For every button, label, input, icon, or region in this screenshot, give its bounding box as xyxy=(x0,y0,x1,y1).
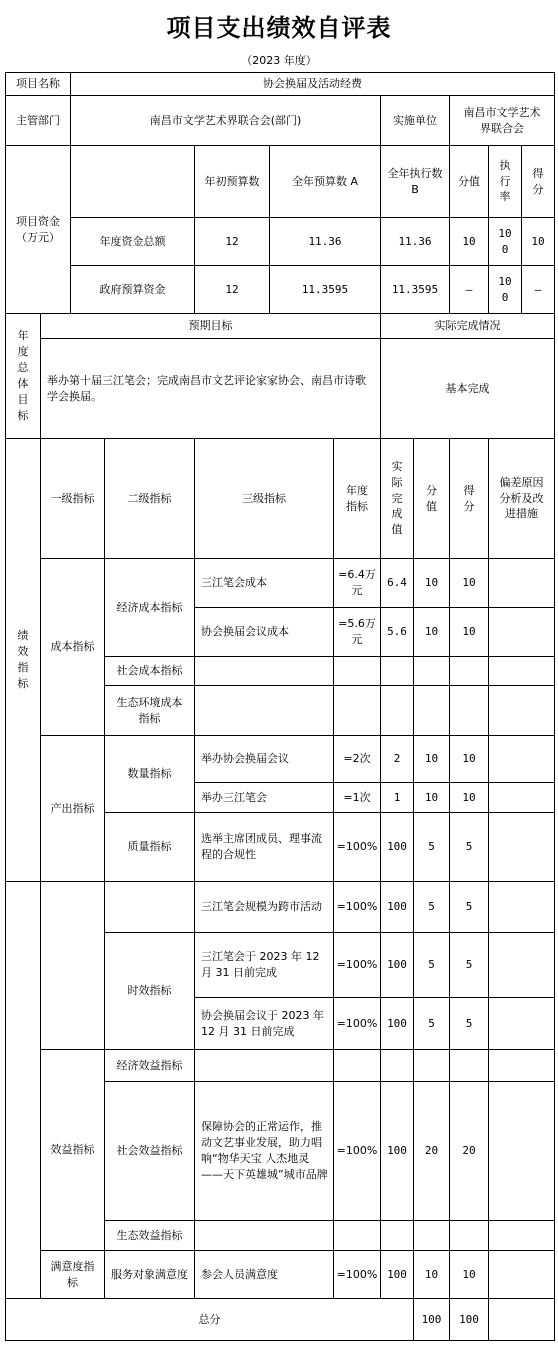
total-deviation xyxy=(488,1298,555,1341)
row-3-target: =1次 xyxy=(333,782,381,813)
page-title: 项目支出绩效自评表 xyxy=(166,13,392,42)
row-0-actual: 6.4 xyxy=(380,558,414,608)
funds-row-total-name: 年度资金总额 xyxy=(70,217,195,266)
econ-benefit-empty-1 xyxy=(194,1049,334,1082)
row-5-level3: 三江笔会规模为跨市活动 xyxy=(194,881,334,933)
level2-social-cost: 社会成本指标 xyxy=(104,656,195,686)
row-0-level3: 三江笔会成本 xyxy=(194,558,334,608)
row-9-level3: 参会人员满意度 xyxy=(194,1250,334,1299)
row-7-deviation xyxy=(488,997,555,1050)
row-2-level3: 举办协会换届会议 xyxy=(194,735,334,783)
funds-row-total-annual: 11.36 xyxy=(269,217,381,266)
header-deviation: 偏差原因分析及改进措施 xyxy=(488,438,555,559)
row-2-score-value: 10 xyxy=(413,735,450,783)
level1-benefit: 效益指标 xyxy=(40,1049,105,1251)
row-3-score-value: 10 xyxy=(413,782,450,813)
project-name-label: 项目名称 xyxy=(5,72,71,96)
row-9-target: =100% xyxy=(333,1250,381,1299)
level2-quantity: 数量指标 xyxy=(104,735,195,813)
row-6-score-value: 5 xyxy=(413,932,450,998)
funds-row-gov-annual: 11.3595 xyxy=(269,265,381,314)
level2-eco-benefit: 生态效益指标 xyxy=(104,1220,195,1251)
row-4-actual: 100 xyxy=(380,812,414,882)
row-9-deviation xyxy=(488,1250,555,1299)
funds-header-annual: 全年预算数 A xyxy=(269,145,381,218)
level2-quality-continued xyxy=(104,881,195,933)
year-note: （2023 年度） xyxy=(241,54,317,67)
level1-output-continued xyxy=(40,881,105,1050)
funds-label: 项目资金（万元） xyxy=(5,145,71,314)
row-7-actual: 100 xyxy=(380,997,414,1050)
eco-cost-empty-2 xyxy=(333,685,381,736)
row-1-deviation xyxy=(488,607,555,657)
row-8-score: 20 xyxy=(449,1081,489,1221)
total-score: 100 xyxy=(449,1298,489,1341)
funds-row-gov-executed: 11.3595 xyxy=(380,265,450,314)
header-score-value: 分值 xyxy=(413,438,450,559)
row-1-score-value: 10 xyxy=(413,607,450,657)
header-actual-value: 实际完成值 xyxy=(380,438,414,559)
econ-benefit-empty-2 xyxy=(333,1049,381,1082)
social-cost-empty-6 xyxy=(488,656,555,686)
row-5-deviation xyxy=(488,881,555,933)
row-3-level3: 举办三江笔会 xyxy=(194,782,334,813)
row-0-deviation xyxy=(488,558,555,608)
funds-header-blank xyxy=(70,145,195,218)
row-9-score: 10 xyxy=(449,1250,489,1299)
funds-row-total-score-value: 10 xyxy=(449,217,489,266)
funds-row-gov-initial: 12 xyxy=(194,265,270,314)
row-3-actual: 1 xyxy=(380,782,414,813)
funds-row-gov-name: 政府预算资金 xyxy=(70,265,195,314)
level2-economic-cost: 经济成本指标 xyxy=(104,558,195,657)
row-0-target: =6.4万元 xyxy=(333,558,381,608)
social-cost-empty-2 xyxy=(333,656,381,686)
row-8-target: =100% xyxy=(333,1081,381,1221)
row-6-score: 5 xyxy=(449,932,489,998)
header-annual-target: 年度指标 xyxy=(333,438,381,559)
row-2-score: 10 xyxy=(449,735,489,783)
funds-row-gov-exec-rate: 100 xyxy=(488,265,522,314)
row-3-score: 10 xyxy=(449,782,489,813)
funds-header-initial: 年初预算数 xyxy=(194,145,270,218)
goals-expected-header: 预期目标 xyxy=(40,313,381,339)
row-6-level3: 三江笔会于 2023 年 12 月 31 日前完成 xyxy=(194,932,334,998)
row-5-actual: 100 xyxy=(380,881,414,933)
header-score: 得分 xyxy=(449,438,489,559)
row-2-deviation xyxy=(488,735,555,783)
row-1-level3: 协会换届会议成本 xyxy=(194,607,334,657)
row-2-target: =2次 xyxy=(333,735,381,783)
row-4-target: =100% xyxy=(333,812,381,882)
eco-benefit-empty-4 xyxy=(413,1220,450,1251)
econ-benefit-empty-6 xyxy=(488,1049,555,1082)
level2-timeliness: 时效指标 xyxy=(104,932,195,1050)
social-cost-empty-1 xyxy=(194,656,334,686)
social-cost-empty-3 xyxy=(380,656,414,686)
row-1-score: 10 xyxy=(449,607,489,657)
row-8-level3: 保障协会的正常运作，推动文艺事业发展，助力唱响“物华天宝 人杰地灵——天下英雄城”城市品牌 xyxy=(194,1081,334,1221)
level2-quality: 质量指标 xyxy=(104,812,195,882)
row-7-score-value: 5 xyxy=(413,997,450,1050)
funds-row-total-initial: 12 xyxy=(194,217,270,266)
funds-row-total-exec-rate: 100 xyxy=(488,217,522,266)
level2-social-benefit: 社会效益指标 xyxy=(104,1081,195,1221)
dept-value: 南昌市文学艺术界联合会(部门) xyxy=(70,95,381,146)
level2-service-satisfaction: 服务对象满意度 xyxy=(104,1250,195,1299)
econ-benefit-empty-4 xyxy=(413,1049,450,1082)
row-0-score-value: 10 xyxy=(413,558,450,608)
header-level3: 三级指标 xyxy=(194,438,334,559)
eco-benefit-empty-5 xyxy=(449,1220,489,1251)
eco-cost-empty-1 xyxy=(194,685,334,736)
header-level2: 二级指标 xyxy=(104,438,195,559)
row-4-deviation xyxy=(488,812,555,882)
row-5-target: =100% xyxy=(333,881,381,933)
project-name-value: 协会换届及活动经费 xyxy=(70,72,555,96)
row-5-score: 5 xyxy=(449,881,489,933)
level2-eco-cost: 生态环境成本指标 xyxy=(104,685,195,736)
row-9-score-value: 10 xyxy=(413,1250,450,1299)
eco-cost-empty-5 xyxy=(449,685,489,736)
row-4-score-value: 5 xyxy=(413,812,450,882)
total-label: 总分 xyxy=(5,1298,414,1341)
row-1-actual: 5.6 xyxy=(380,607,414,657)
row-5-score-value: 5 xyxy=(413,881,450,933)
row-7-level3: 协会换届会议于 2023 年 12 月 31 日前完成 xyxy=(194,997,334,1050)
eco-benefit-empty-6 xyxy=(488,1220,555,1251)
level2-economic-benefit: 经济效益指标 xyxy=(104,1049,195,1082)
econ-benefit-empty-5 xyxy=(449,1049,489,1082)
social-cost-empty-4 xyxy=(413,656,450,686)
funds-header-executed: 全年执行数 B xyxy=(380,145,450,218)
indicators-section-continued xyxy=(5,881,41,1299)
goals-actual-header: 实际完成情况 xyxy=(380,313,555,339)
goals-expected-text: 举办第十届三江笔会；完成南昌市文艺评论家家协会、南昌市诗歌学会换届。 xyxy=(40,338,381,439)
row-4-score: 5 xyxy=(449,812,489,882)
row-3-deviation xyxy=(488,782,555,813)
eco-benefit-empty-2 xyxy=(333,1220,381,1251)
row-7-score: 5 xyxy=(449,997,489,1050)
funds-row-gov-score: — xyxy=(521,265,555,314)
eco-cost-empty-6 xyxy=(488,685,555,736)
goals-actual-text: 基本完成 xyxy=(380,338,555,439)
row-6-actual: 100 xyxy=(380,932,414,998)
row-4-level3: 选举主席团成员、理事流程的合规性 xyxy=(194,812,334,882)
row-8-score-value: 20 xyxy=(413,1081,450,1221)
funds-row-gov-score-value: — xyxy=(449,265,489,314)
funds-header-score: 得分 xyxy=(521,145,555,218)
row-0-score: 10 xyxy=(449,558,489,608)
indicators-section-label: 绩效指标 xyxy=(5,438,41,882)
goals-label: 年度总体目标 xyxy=(5,313,41,439)
row-8-deviation xyxy=(488,1081,555,1221)
level1-cost: 成本指标 xyxy=(40,558,105,736)
social-cost-empty-5 xyxy=(449,656,489,686)
row-1-target: =5.6万元 xyxy=(333,607,381,657)
eco-benefit-empty-3 xyxy=(380,1220,414,1251)
row-2-actual: 2 xyxy=(380,735,414,783)
level1-output: 产出指标 xyxy=(40,735,105,882)
header-level1: 一级指标 xyxy=(40,438,105,559)
impl-value: 南昌市文学艺术界联合会 xyxy=(449,95,555,146)
row-6-target: =100% xyxy=(333,932,381,998)
funds-row-total-score: 10 xyxy=(521,217,555,266)
total-score-value: 100 xyxy=(413,1298,450,1341)
row-7-target: =100% xyxy=(333,997,381,1050)
econ-benefit-empty-3 xyxy=(380,1049,414,1082)
eco-cost-empty-4 xyxy=(413,685,450,736)
row-8-actual: 100 xyxy=(380,1081,414,1221)
level1-satisfaction: 满意度指标 xyxy=(40,1250,105,1299)
eco-cost-empty-3 xyxy=(380,685,414,736)
funds-header-score-value: 分值 xyxy=(449,145,489,218)
eco-benefit-empty-1 xyxy=(194,1220,334,1251)
funds-row-total-executed: 11.36 xyxy=(380,217,450,266)
row-9-actual: 100 xyxy=(380,1250,414,1299)
dept-label: 主管部门 xyxy=(5,95,71,146)
funds-header-exec-rate: 执行率 xyxy=(488,145,522,218)
row-6-deviation xyxy=(488,932,555,998)
impl-label: 实施单位 xyxy=(380,95,450,146)
